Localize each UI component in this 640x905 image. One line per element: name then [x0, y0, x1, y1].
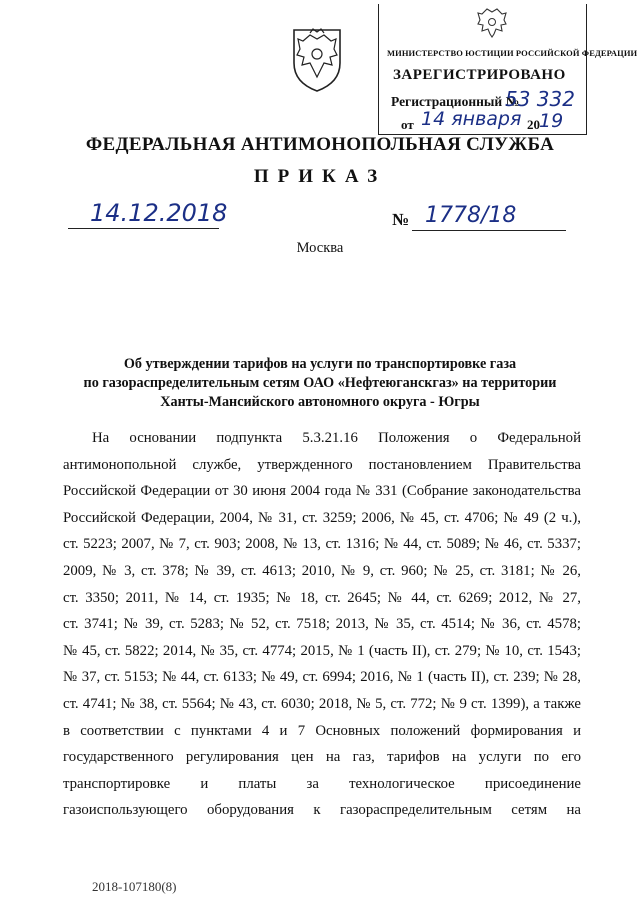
body-line: 2009, № 3, ст. 378; № 39, ст. 4613; 2010, № 9, ст. 960; № 25, ст. 3181; № 26,	[63, 562, 581, 579]
document-code: 2018-107180(8)	[92, 879, 177, 894]
document-type: ПРИКАЗ	[253, 166, 387, 187]
stamp-from-label: от	[401, 117, 414, 132]
body-line: № 37, ст. 5153; № 44, ст. 6133; № 49, ст. 6994; 2016, № 1 (часть II), ст. 239; № 28,	[63, 669, 581, 686]
agency-title: ФЕДЕРАЛЬНАЯ АНТИМОНОПОЛЬНАЯ СЛУЖБА	[85, 134, 555, 155]
stamp-year-value: 19	[539, 110, 564, 132]
number-sign: №	[392, 210, 410, 229]
stamp-regno-label: Регистрационный №	[391, 94, 520, 109]
body-line: № 45, ст. 5822; 2014, № 35, ст. 4774; 2015, № 1 (часть II), ст. 279; № 10, ст. 1543;	[63, 642, 581, 659]
subject-line: Ханты-Мансийского автономного округа - Югры	[160, 394, 480, 410]
body-line: ст. 3350; 2011, № 14, ст. 1935; № 18, ст. 2645; № 44, ст. 6269; 2012, № 27,	[63, 589, 581, 606]
registration-stamp	[378, 4, 638, 135]
order-subject	[70, 355, 570, 412]
body-line: ст. 5223; 2007, № 7, ст. 903; 2008, № 13, ст. 1316; № 44, ст. 5089; № 46, ст. 5337;	[63, 536, 581, 553]
stamp-regno-value: 53 332	[505, 87, 575, 111]
date-underline	[68, 228, 219, 229]
stamp-date-value: 14 января	[421, 108, 522, 130]
coat-of-arms-emblem	[288, 27, 346, 93]
body-line: ст. 4741; № 38, ст. 5564; № 43, ст. 6030; 2018, № 5, ст. 772; № 9 ст. 1399), а также	[63, 695, 581, 712]
body-line: государственного регулирования цен на газ, тарифов на услуги по его	[63, 749, 581, 766]
body-line: газоиспользующего оборудования к газораспределительным сетям на	[63, 802, 581, 819]
body-line: в соответствии с пунктами 4 и 7 Основных положений формирования и	[63, 722, 581, 739]
stamp-ministry-name: МИНИСТЕРСТВО ЮСТИЦИИ РОССИЙСКОЙ ФЕДЕРАЦИИ	[387, 48, 638, 58]
body-line: ст. 3741; № 39, ст. 5283; № 52, ст. 7518; 2013, № 35, ст. 4514; № 36, ст. 4578;	[63, 616, 581, 633]
number-underline	[412, 230, 566, 231]
body-line: Российской Федерации, 2004, № 31, ст. 3259; 2006, № 45, ст. 4706; № 49 (2 ч.),	[63, 509, 581, 526]
order-number: 1778/18	[425, 203, 517, 228]
body-text	[63, 425, 581, 824]
order-date: 14.12.2018	[90, 199, 228, 227]
body-line: Российской Федерации от 30 июня 2004 года № 331 (Собрание законодательства	[63, 483, 581, 500]
subject-line: по газораспределительным сетям ОАО «Нефтеюганскгаз» на территории	[83, 375, 557, 391]
body-line: На основании подпункта 5.3.21.16 Положения о Федеральной	[92, 430, 581, 446]
stamp-emblem-icon	[475, 6, 509, 40]
body-line: антимонопольной службе, утвержденного постановлением Правительства	[63, 456, 581, 473]
stamp-year-prefix: 20	[527, 117, 540, 132]
stamp-registered-label: ЗАРЕГИСТРИРОВАНО	[393, 67, 566, 83]
body-line: транспортировке и платы за технологическое присоединение	[63, 775, 581, 792]
subject-line: Об утверждении тарифов на услуги по транспортировке газа	[123, 356, 517, 372]
city: Москва	[296, 240, 344, 256]
